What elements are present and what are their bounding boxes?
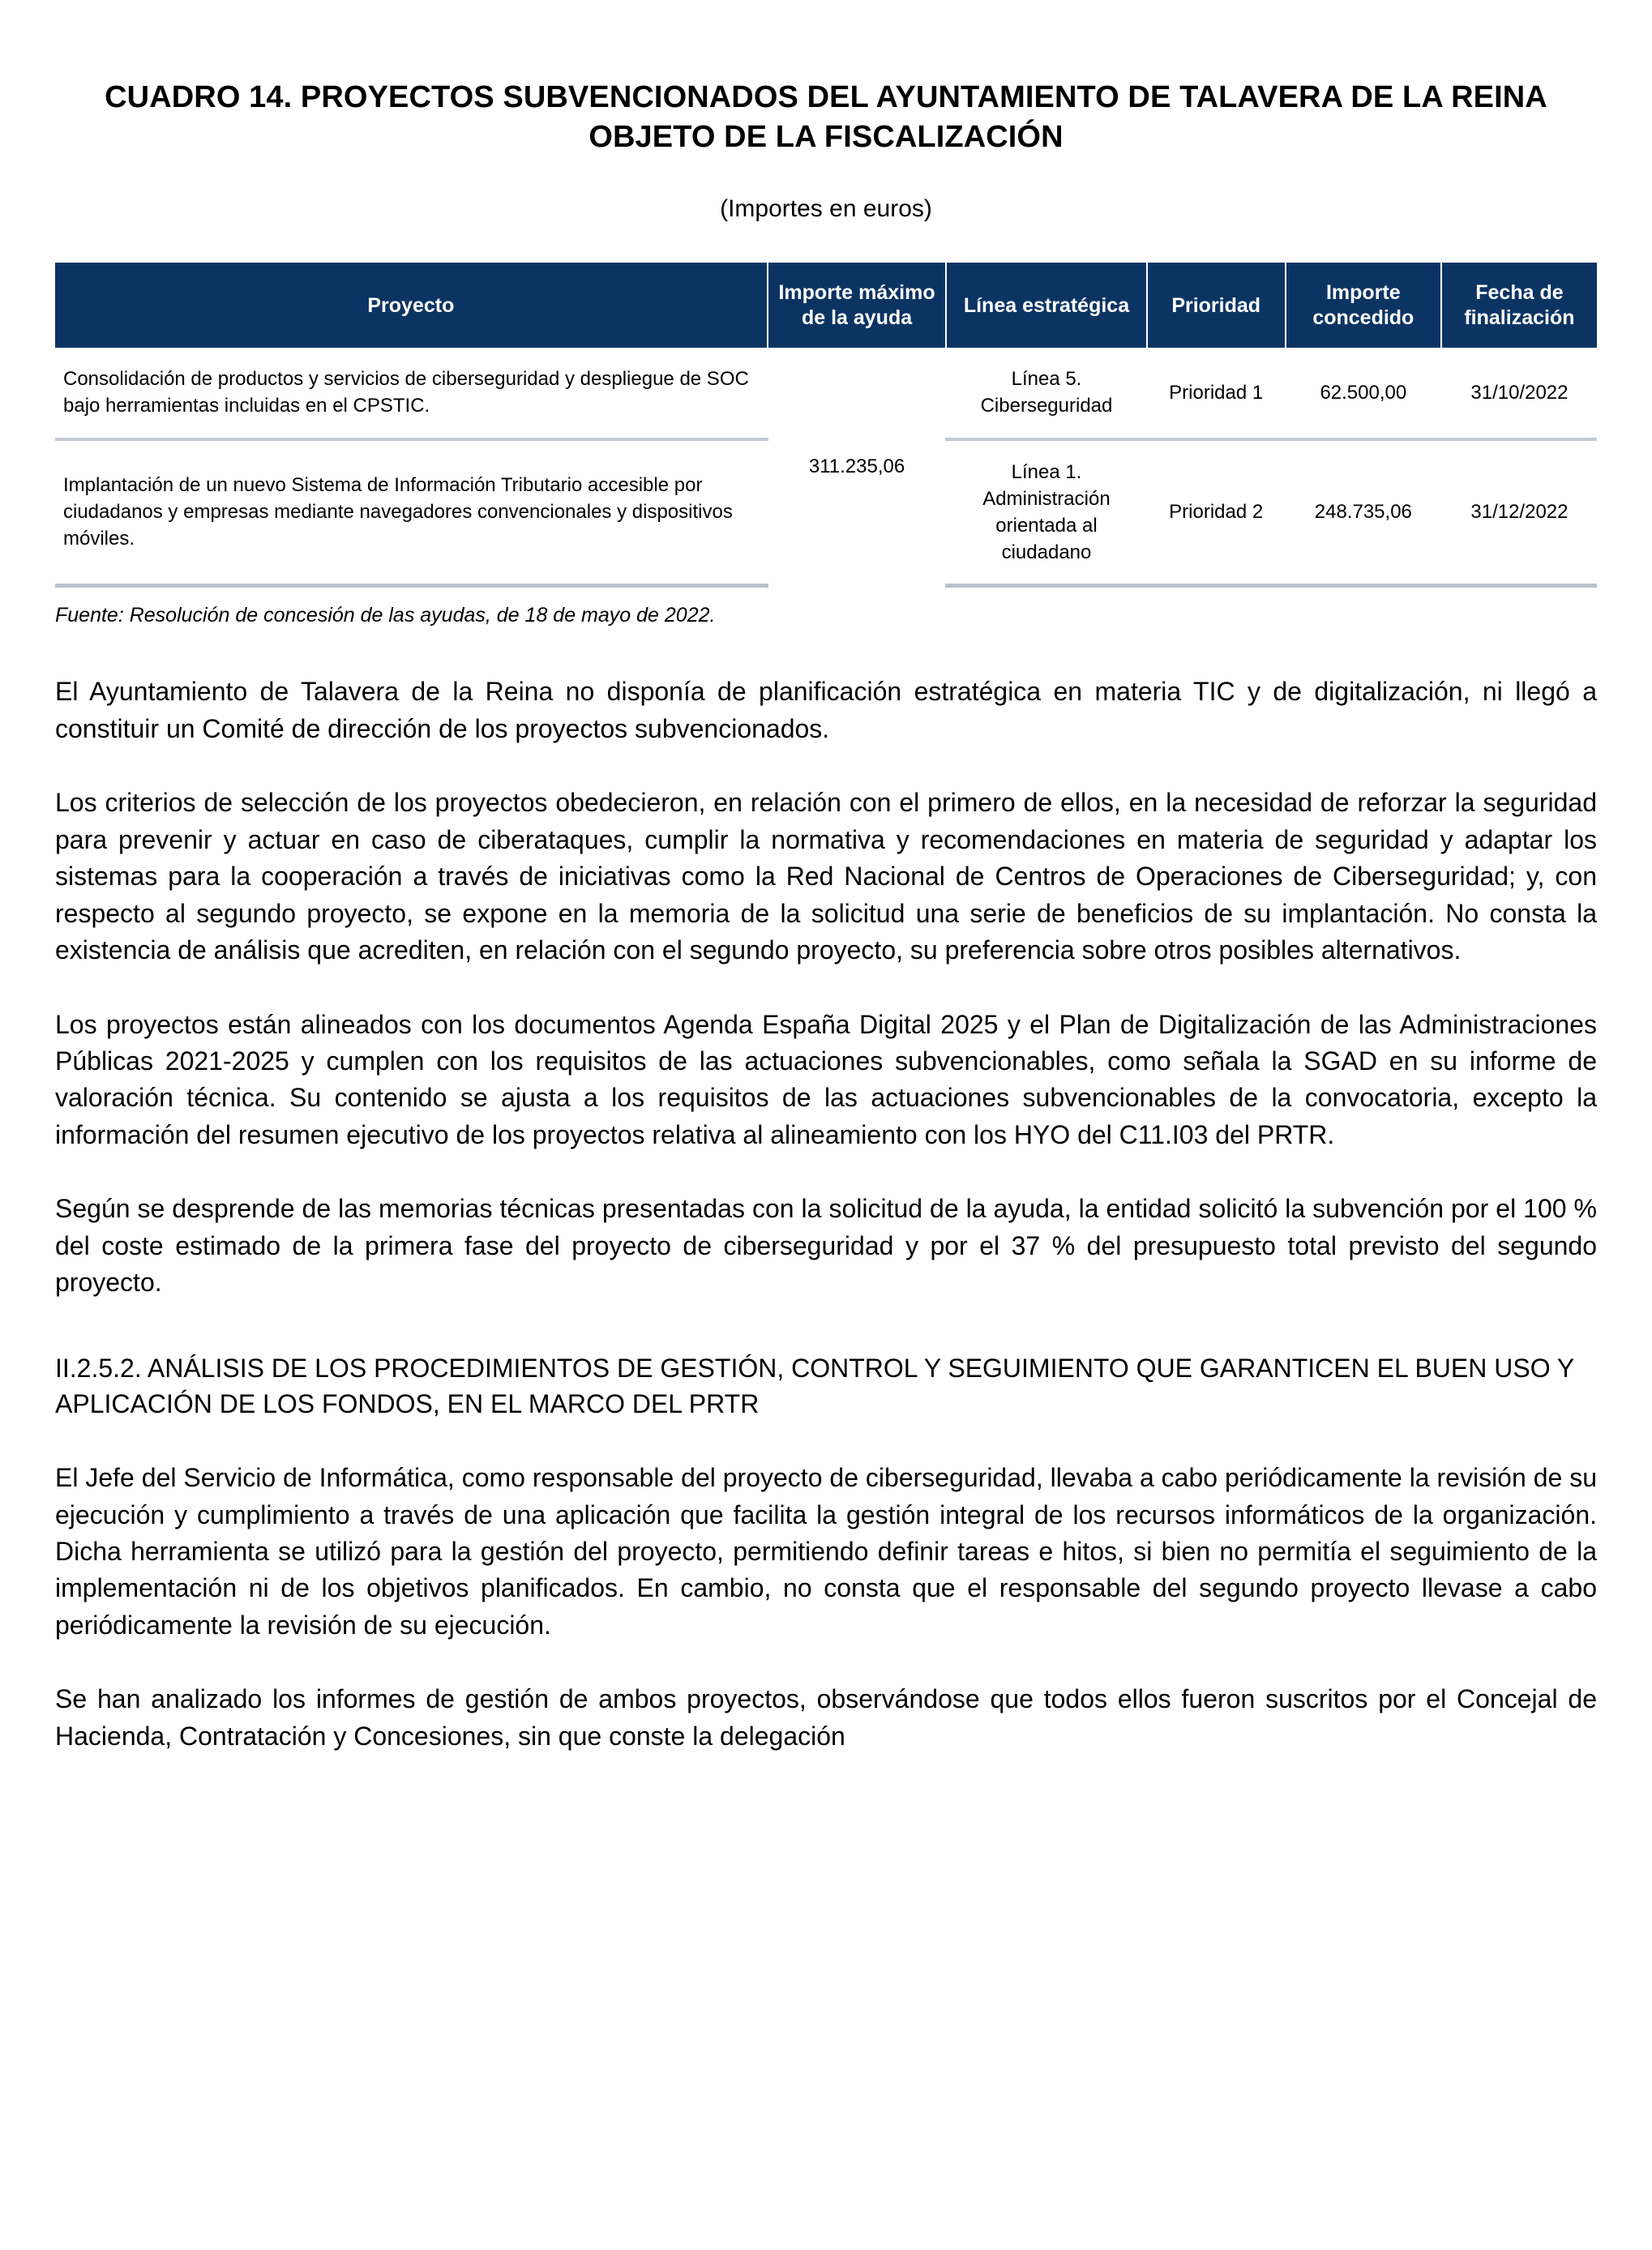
cell-importe-concedido: 248.735,06 [1286, 439, 1441, 586]
column-header-proyecto: Proyecto [55, 263, 768, 348]
column-header-fecha-finalizacion: Fecha de finalización [1441, 263, 1597, 348]
table-header [55, 263, 1597, 348]
table-container [55, 263, 1597, 588]
cell-linea-estrategica: Línea 1. Administración orientada al ciudadano [946, 439, 1146, 586]
column-header-importe-maximo: Importe máximo de la ayuda [768, 263, 947, 348]
paragraph-4: Según se desprende de las memorias técnicas presentadas con la solicitud de la ayuda, la entidad solicitó la subvención por el 100 % del coste estimado de la primera fase del proyecto de ciberseguridad y por el 37 % del presupuesto total previsto del segundo proyecto. [55, 1194, 1597, 1298]
subsidized-projects-table [55, 263, 1597, 588]
cell-prioridad: Prioridad 2 [1147, 439, 1286, 586]
cell-fecha-finalizacion: 31/12/2022 [1441, 439, 1597, 586]
cell-prioridad: Prioridad 1 [1147, 348, 1286, 438]
paragraph-3: Los proyectos están alineados con los documentos Agenda España Digital 2025 y el Plan de Digitalización de las Administraciones Públicas 2021-2025 y cumplen con los requisitos de las actuaciones subvencionables, como señala la SGAD en su informe de valoración técnica. Su contenido se ajusta a los requisitos de las actuaciones subvencionables de la convocatoria, excepto la información del resumen ejecutivo de los proyectos relativa al alineamiento con los HYO del C11.I03 del PRTR. [55, 1009, 1597, 1149]
table-body [55, 348, 1597, 585]
page-title: CUADRO 14. PROYECTOS SUBVENCIONADOS DEL AYUNTAMIENTO DE TALAVERA DE LA REINA OBJETO DE LA FISCALIZACIÓN [105, 80, 1547, 155]
cell-linea-estrategica: Línea 5. Ciberseguridad [946, 348, 1146, 438]
paragraph-1: El Ayuntamiento de Talavera de la Reina no disponía de planificación estratégica en materia TIC y de digitalización, ni llegó a constituir un Comité de dirección de los proyectos subvencionados. [55, 677, 1597, 743]
table-row [55, 348, 1597, 438]
paragraph-6: Se han analizado los informes de gestión de ambos proyectos, observándose que todos ellos fueron suscritos por el Concejal de Hacienda, Contratación y Concesiones, sin que conste la delegación [55, 1684, 1597, 1751]
column-header-linea-estrategica: Línea estratégica [946, 263, 1146, 348]
cell-fecha-finalizacion: 31/10/2022 [1441, 348, 1597, 438]
paragraph-2: Los criterios de selección de los proyectos obedecieron, en relación con el primero de ellos, en la necesidad de reforzar la seguridad para prevenir y actuar en caso de ciberataques, cumplir la normativa y recomendaciones en materia de seguridad y adaptar los sistemas para la cooperación a través de iniciativas como la Red Nacional de Centros de Operaciones de Ciberseguridad; y, con respecto al segundo proyecto, se expone en la memoria de la solicitud una serie de beneficios de su implantación. No consta la existencia de análisis que acrediten, en relación con el segundo proyecto, su preferencia sobre otros posibles alternativos. [55, 788, 1597, 965]
table-header-row [55, 263, 1597, 348]
column-header-prioridad: Prioridad [1147, 263, 1286, 348]
table-source-note: Fuente: Resolución de concesión de las ayudas, de 18 de mayo de 2022. [55, 603, 716, 627]
cell-proyecto: Implantación de un nuevo Sistema de Información Tributario accesible por ciudadanos y empresas mediante navegadores convencionales y dispositivos móviles. [55, 439, 768, 586]
units-subtitle: (Importes en euros) [720, 195, 932, 222]
section-heading-ii-2-5-2: II.2.5.2. ANÁLISIS DE LOS PROCEDIMIENTOS DE GESTIÓN, CONTROL Y SEGUIMIENTO QUE GARANTICEN EL BUEN USO Y APLICACIÓN DE LOS FONDOS, EN EL MARCO DEL PRTR [55, 1353, 1574, 1419]
column-header-importe-concedido: Importe concedido [1286, 263, 1441, 348]
cell-importe-concedido: 62.500,00 [1286, 348, 1441, 438]
paragraph-5: El Jefe del Servicio de Informática, como responsable del proyecto de ciberseguridad, llevaba a cabo periódicamente la revisión de su ejecución y cumplimiento a través de una aplicación que facilita la gestión integral de los recursos informáticos de la organización. Dicha herramienta se utilizó para la gestión del proyecto, permitiendo definir tareas e hitos, si bien no permitía el seguimiento de la implementación ni de los objetivos planificados. En cambio, no consta que el responsable del segundo proyecto llevase a cabo periódicamente la revisión de su ejecución. [55, 1463, 1597, 1640]
cell-importe-maximo-ayuda: 311.235,06 [768, 348, 947, 585]
cell-proyecto: Consolidación de productos y servicios de ciberseguridad y despliegue de SOC bajo herramientas incluidas en el CPSTIC. [55, 348, 768, 438]
